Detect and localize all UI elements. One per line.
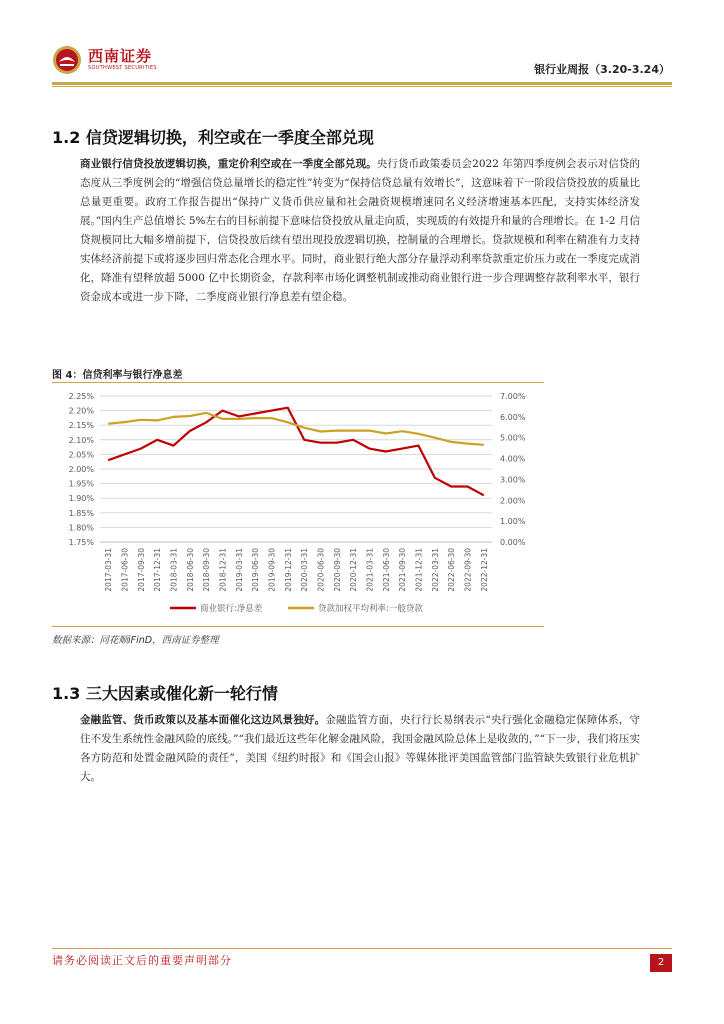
logo-mark-icon	[52, 45, 82, 75]
x-tick-label: 2020-09-30	[332, 548, 342, 592]
right-axis	[500, 392, 526, 547]
figure-source: 数据来源：同花顺iFinD，西南证券整理	[52, 635, 219, 646]
x-tick-label: 2020-03-31	[300, 548, 310, 592]
right-tick-label: 4.00%	[500, 454, 526, 464]
paragraph-body: 金融监管方面，央行行长易纲表示“央行强化金融稳定保障体系，守住不发生系统性金融风险的底线。”“我们最近这些年化解金融风险，我国金融风险总体上是收敛的，”“下一步，我们将压实各方防范和处置金融风险的责任”，美国《纽约时报》和《国会山报》等媒体批评美国监管部门监管缺失致银行业危机扩大。	[80, 714, 641, 783]
left-tick-label: 1.80%	[68, 523, 94, 533]
paragraph-lead: 金融监管、货币政策以及基本面催化这边风景独好。	[80, 714, 326, 726]
x-tick-label: 2020-06-30	[316, 548, 326, 592]
paragraph-body: 央行货币政策委员会2022 年第四季度例会表示对信贷的态度从三季度例会的“增强信贷总量增长的稳定性”转变为“保持信贷总量有效增长”，这意味着下一阶段信贷投放的质量比总量更重要。政府工作报告提出“保持广义货币供应量和社会融资规模增速同名义经济增速基本匹配，支持实体经济发展。”国内生产总值增长 5%左右的目标前提下意味信贷投放从量走向质，实现质的有效提升和量的合理增长。在 1-2 月信贷规模同比大幅多增前提下，信贷投放后续有望出现投放逻辑切换，控制量的合理增长。贷款规模和利率在精准有力支持实体经济前提下或将逐步回归常态化合理水平。同时，商业银行绝大部分存量浮动利率贷款重定价压力或在一季度完成消化，降准有望释放超 5000 亿中长期资金，存款利率市场化调整机制或推动商业银行进一步合理调整存款利率水平，银行资金成本或进一步下降，二季度商业银行净息差有望企稳。	[80, 158, 640, 303]
section-title-1-3: 1.3 三大因素或催化新一轮行情	[52, 684, 278, 703]
figure-top-rule	[52, 382, 544, 383]
x-tick-label: 2019-03-31	[234, 548, 244, 592]
legend-label: 贷款加权平均利率:一般贷款	[318, 604, 423, 614]
x-axis	[100, 542, 492, 592]
report-title: 银行业周报（3.20-3.24）	[534, 63, 670, 76]
right-tick-label: 2.00%	[500, 496, 526, 506]
left-tick-label: 2.05%	[68, 450, 94, 460]
left-tick-label: 2.20%	[68, 406, 94, 416]
figure-bottom-rule	[52, 626, 544, 627]
x-tick-label: 2022-03-31	[430, 548, 440, 592]
header-divider-thin	[52, 86, 672, 87]
section-title-1-2: 1.2 信贷逻辑切换，利空或在一季度全部兑现	[52, 128, 374, 147]
x-tick-label: 2018-06-30	[185, 548, 195, 592]
left-tick-label: 2.00%	[68, 465, 94, 474]
x-tick-label: 2018-09-30	[202, 548, 212, 592]
right-tick-label: 0.00%	[500, 538, 526, 547]
x-tick-label: 2017-03-31	[104, 548, 114, 592]
x-tick-label: 2021-03-31	[365, 548, 375, 592]
left-tick-label: 2.15%	[68, 421, 94, 431]
x-tick-label: 2018-12-31	[218, 548, 228, 592]
chart-legend	[170, 603, 423, 614]
left-tick-label: 1.75%	[68, 538, 94, 547]
x-tick-label: 2018-03-31	[169, 548, 179, 592]
disclaimer-notice: 请务必阅读正文后的重要声明部分	[52, 954, 232, 967]
figure-title: 图 4：信贷利率与银行净息差	[52, 370, 183, 381]
x-tick-label: 2017-12-31	[153, 548, 163, 592]
x-tick-label: 2019-06-30	[251, 548, 261, 592]
series-line-net-interest-margin	[108, 408, 484, 496]
company-logo	[52, 42, 157, 78]
legend-label: 商业银行:净息差	[200, 604, 263, 614]
page-header	[52, 36, 672, 86]
page-number: 2	[650, 954, 672, 972]
x-tick-label: 2019-12-31	[283, 548, 293, 592]
left-tick-label: 1.85%	[68, 508, 94, 518]
right-tick-label: 1.00%	[500, 517, 526, 527]
x-tick-label: 2020-12-31	[349, 548, 359, 592]
logo-english-name: SOUTHWEST SECURITIES	[88, 65, 157, 71]
left-axis	[69, 392, 95, 547]
right-tick-label: 3.00%	[500, 475, 526, 485]
x-tick-label: 2022-12-31	[479, 548, 489, 592]
header-divider	[52, 82, 672, 85]
left-tick-label: 1.90%	[68, 494, 94, 504]
x-tick-label: 2017-09-30	[136, 548, 146, 592]
x-tick-label: 2021-09-30	[398, 548, 408, 592]
x-tick-label: 2019-09-30	[267, 548, 277, 592]
logo-chinese-name: 西南证券	[88, 47, 153, 65]
section-1-3-paragraph	[80, 711, 640, 787]
x-tick-label: 2021-06-30	[381, 548, 391, 592]
chart-series	[108, 408, 484, 496]
footer-divider	[52, 948, 672, 949]
left-tick-label: 1.95%	[68, 479, 94, 489]
left-tick-label: 2.25%	[68, 392, 94, 401]
paragraph-lead: 商业银行信贷投放逻辑切换，重定价利空或在一季度全部兑现。	[80, 158, 377, 170]
x-tick-label: 2022-09-30	[463, 548, 473, 592]
chart-grid	[100, 396, 492, 542]
right-tick-label: 6.00%	[500, 412, 526, 422]
line-chart	[52, 386, 544, 626]
right-tick-label: 5.00%	[500, 433, 526, 443]
x-tick-label: 2021-12-31	[414, 548, 424, 592]
x-tick-label: 2022-06-30	[447, 548, 457, 592]
x-tick-label: 2017-06-30	[120, 548, 130, 592]
left-tick-label: 2.10%	[68, 435, 94, 445]
right-tick-label: 7.00%	[500, 392, 526, 401]
section-1-2-paragraph	[80, 155, 640, 307]
